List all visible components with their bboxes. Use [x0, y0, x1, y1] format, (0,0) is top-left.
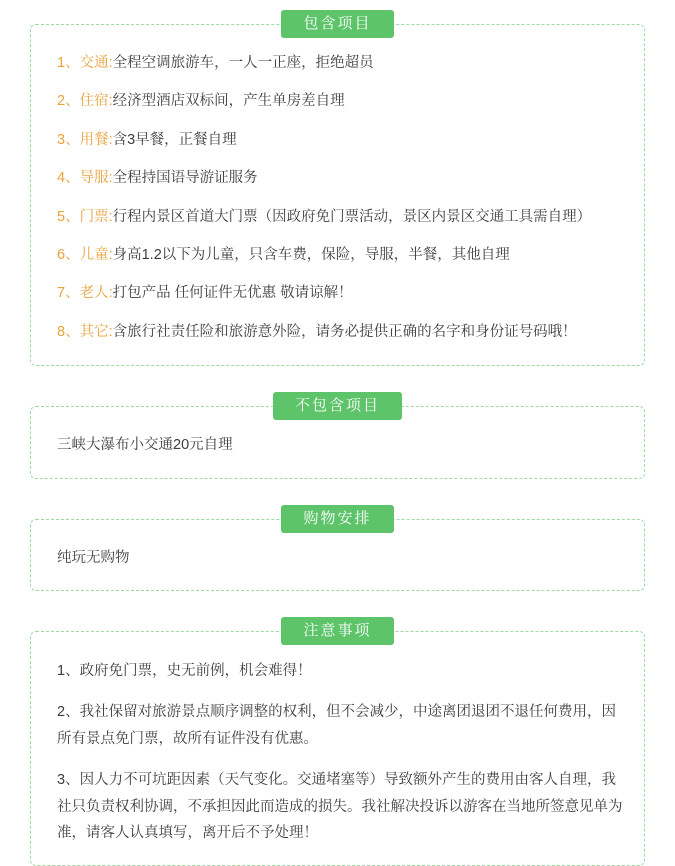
list-item — [49, 51, 626, 76]
item-number: 2、 — [57, 93, 80, 110]
list-item — [49, 243, 626, 268]
badge-wrapper — [30, 392, 645, 420]
list-item — [49, 166, 626, 191]
item-number: 5、 — [57, 208, 80, 225]
note-item: 3、因人力不可坑距因素（天气变化。交通堵塞等）导致额外产生的费用由客人自理，我社只负责权利协调，不承担因此而造成的损失。我社解决投诉以游客在当地所签意见单为准，请客人认真填写，离开后不予处理！ — [57, 771, 623, 842]
item-text: 含3早餐，正餐自理 — [112, 131, 237, 148]
section-badge-excluded: 不包含项目 — [273, 392, 402, 420]
item-label: 门票: — [79, 208, 113, 225]
list-item — [49, 320, 626, 345]
item-text: 身高1.2以下为儿童，只含车费，保险，导服，半餐，其他自理 — [112, 246, 510, 263]
section-shopping — [30, 505, 645, 592]
item-label: 老人: — [79, 285, 113, 302]
section-text-shopping: 纯玩无购物 — [57, 549, 130, 566]
item-text: 打包产品 任何证件无优惠 敬请谅解！ — [112, 285, 353, 302]
list-item — [49, 205, 626, 230]
badge-wrapper — [30, 10, 645, 38]
item-text: 全程空调旅游车，一人一正座，拒绝超员 — [112, 55, 374, 71]
note-item: 2、我社保留对旅游景点顺序调整的权利，但不会减少，中途离团退团不退任何费用，因所有景点免门票，故所有证件没有优惠。 — [57, 704, 617, 747]
top-spacer — [30, 0, 645, 10]
section-badge-included: 包含项目 — [281, 10, 393, 38]
item-text: 含旅行社责任险和旅游意外险，请务必提供正确的名字和身份证号码哦！ — [112, 323, 577, 340]
item-number: 8、 — [57, 323, 80, 340]
item-text: 全程持国语导游证服务 — [112, 170, 258, 187]
list-item — [49, 281, 626, 306]
note-item: 1、政府免门票，史无前例，机会难得！ — [57, 663, 312, 680]
section-badge-shopping: 购物安排 — [281, 505, 393, 533]
badge-wrapper — [30, 617, 645, 645]
section-badge-notes: 注意事项 — [281, 617, 393, 645]
section-excluded — [30, 392, 645, 479]
list-item — [49, 89, 626, 114]
item-text: 经济型酒店双标间，产生单房差自理 — [112, 93, 345, 110]
list-item — [49, 128, 626, 153]
item-label: 住宿: — [79, 93, 113, 110]
section-included — [30, 10, 645, 366]
item-text: 行程内景区首道大门票（因政府免门票活动，景区内景区交通工具需自理） — [112, 208, 592, 225]
item-label: 其它: — [79, 323, 113, 340]
item-number: 6、 — [57, 246, 80, 263]
item-label: 儿童: — [79, 246, 113, 263]
item-label: 导服: — [79, 170, 113, 187]
item-number: 1、 — [57, 55, 80, 71]
item-number: 7、 — [57, 285, 80, 302]
item-label: 交通: — [79, 55, 113, 71]
item-label: 用餐: — [79, 131, 113, 148]
item-number: 4、 — [57, 170, 80, 187]
section-body-included — [30, 24, 645, 366]
section-text-excluded: 三峡大瀑布小交通20元自理 — [57, 437, 233, 453]
badge-wrapper — [30, 505, 645, 533]
item-number: 3、 — [57, 131, 80, 148]
section-notes — [30, 617, 645, 866]
section-body-notes — [30, 631, 645, 866]
